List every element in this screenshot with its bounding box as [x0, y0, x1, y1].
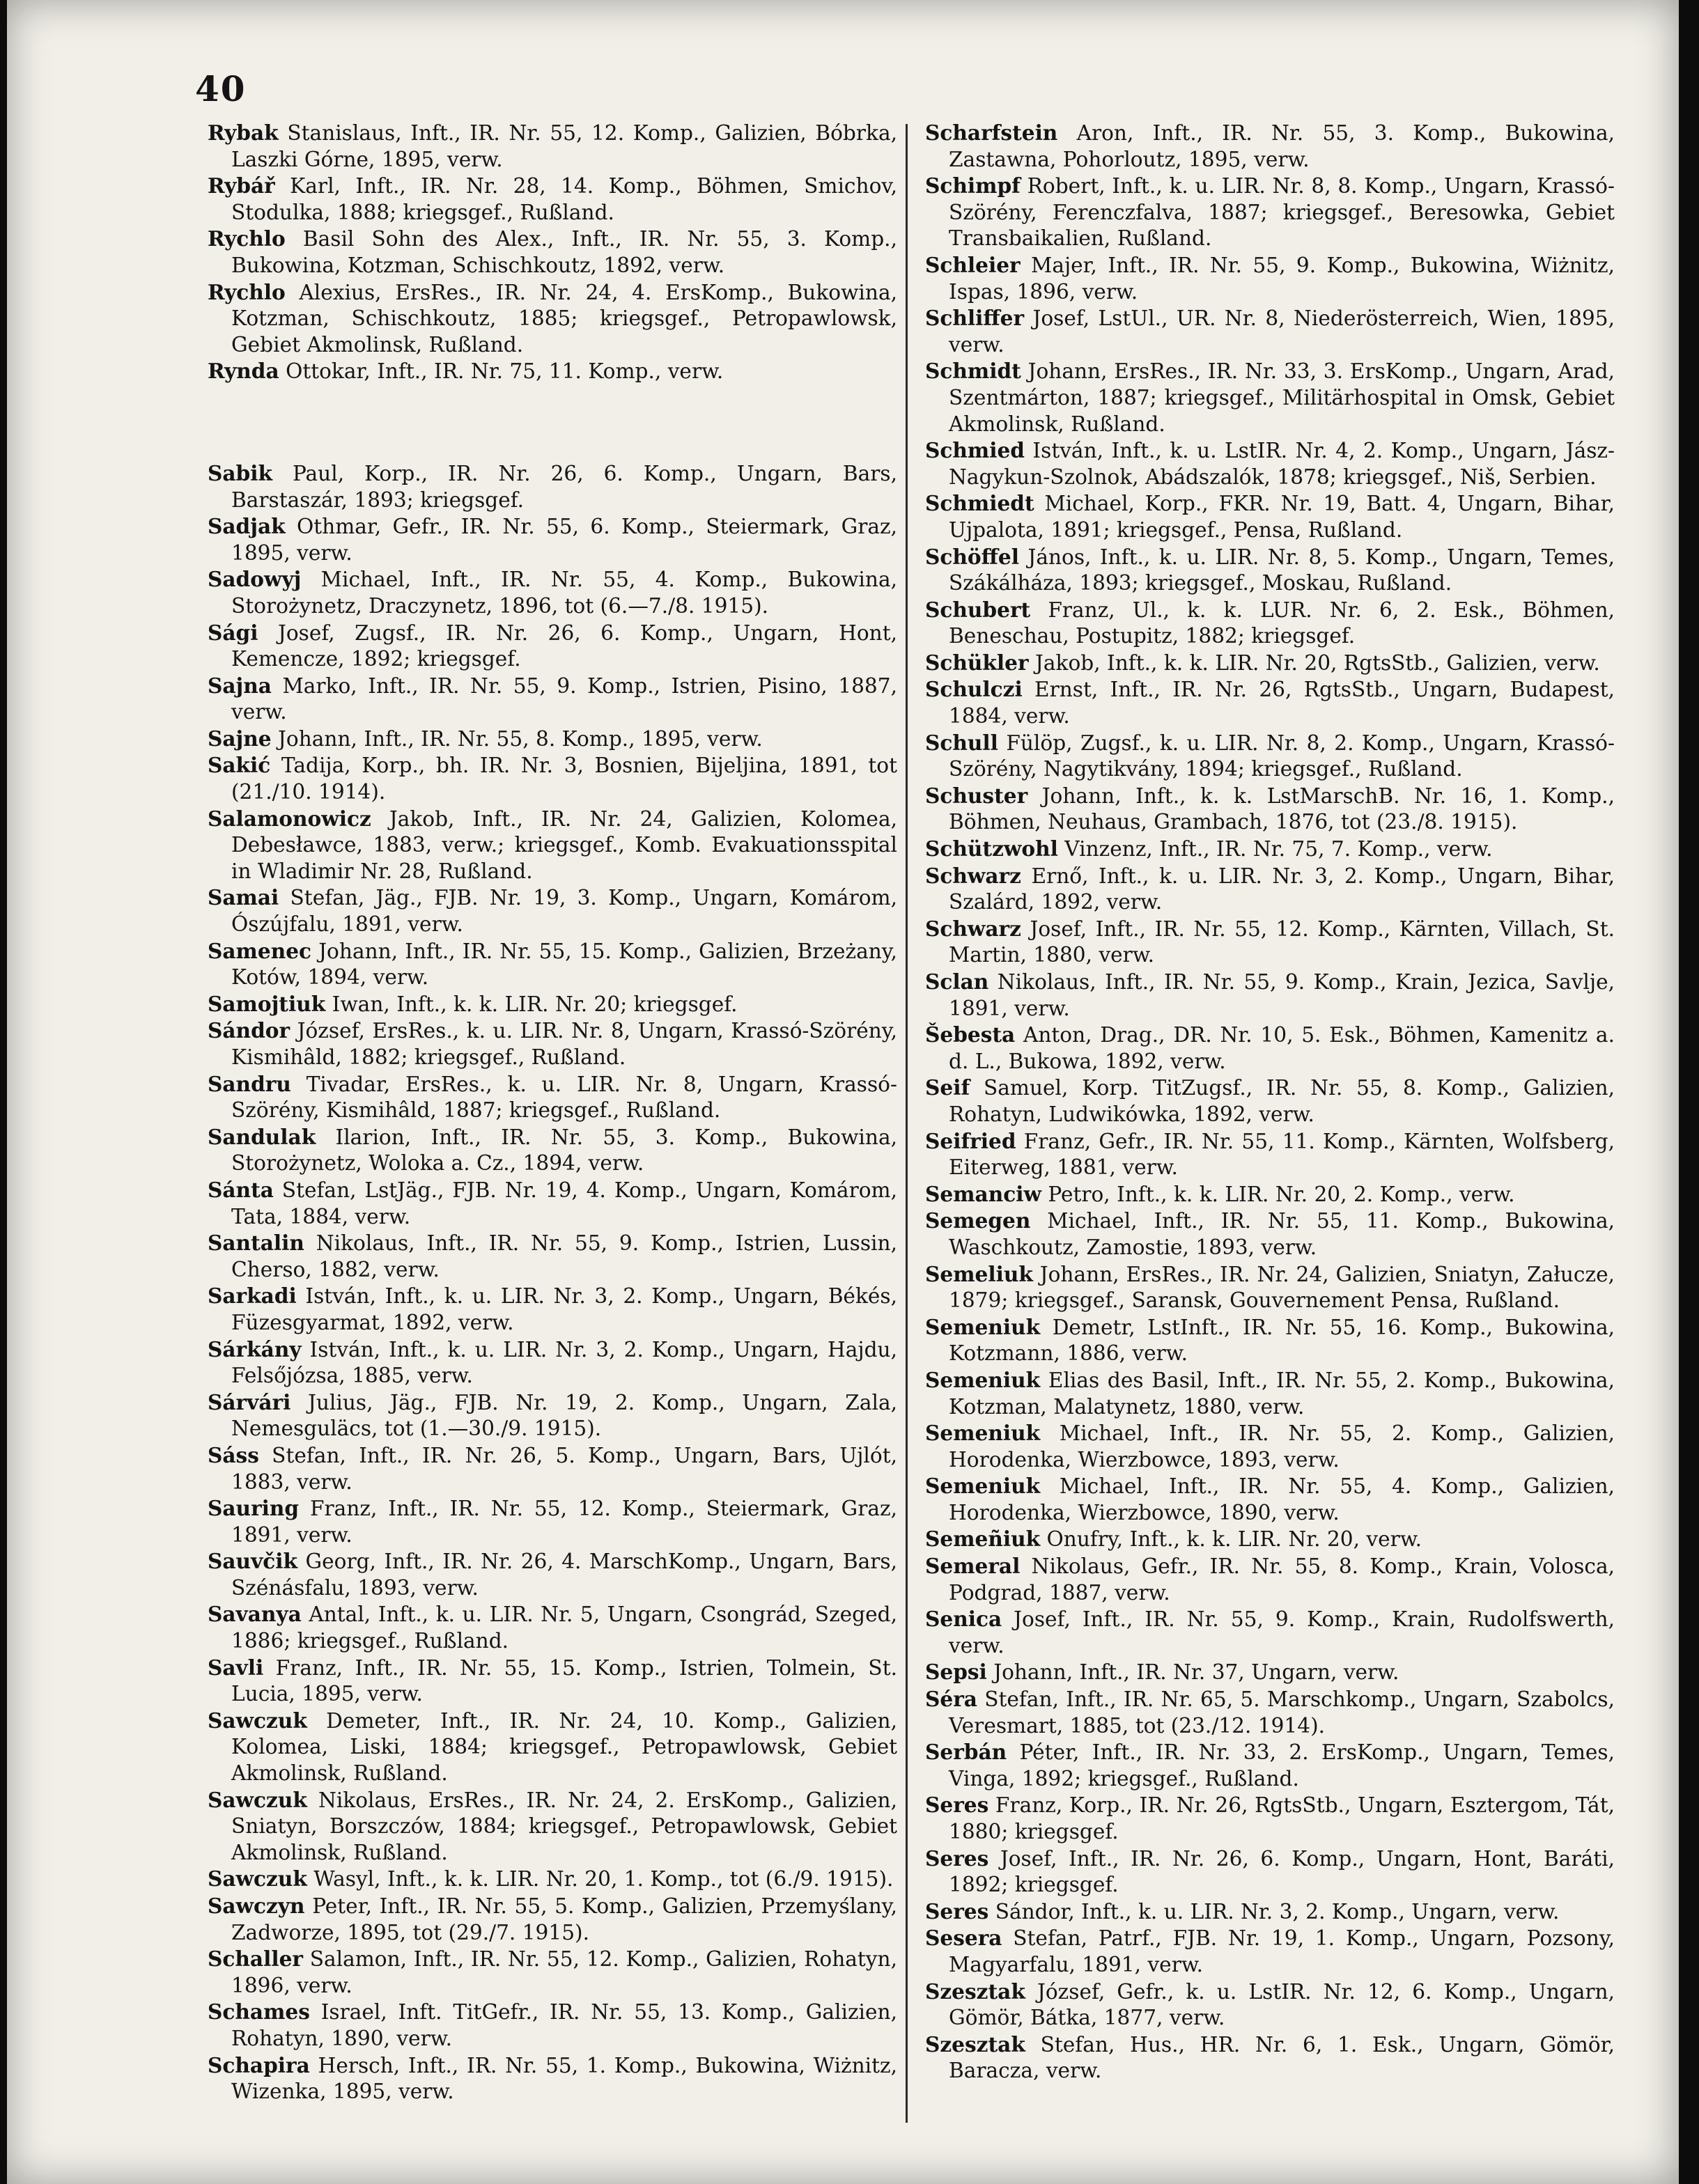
- register-entry: [208, 1230, 897, 1283]
- entry-details: Franz, Inft., IR. Nr. 55, 12. Komp., Steiermark, Graz, 1891, verw.: [231, 1497, 897, 1547]
- entry-surname: Sesera: [925, 1926, 1002, 1951]
- register-entry: [208, 1893, 897, 1946]
- entry-surname: Samojtiuk: [208, 991, 326, 1016]
- entry-surname: Sawczuk: [208, 1708, 307, 1733]
- entry-surname: Schull: [925, 730, 998, 755]
- entry-surname: Sajna: [208, 673, 272, 698]
- entry-details: Iwan, Inft., k. k. LIR. Nr. 20; kriegsgef.: [325, 992, 738, 1016]
- entry-surname: Schmied: [925, 438, 1025, 463]
- register-entry: [925, 783, 1615, 836]
- entry-surname: Sawczuk: [208, 1787, 307, 1812]
- register-entry: [208, 884, 897, 937]
- entry-surname: Sauvčik: [208, 1549, 298, 1574]
- register-entry: [208, 1442, 897, 1495]
- entry-details: Karl, Inft., IR. Nr. 28, 14. Komp., Böhmen, Smichov, Stodulka, 1888; kriegsgef., Rußland.: [231, 174, 897, 224]
- entry-surname: Samai: [208, 885, 279, 910]
- entry-surname: Semegen: [925, 1208, 1031, 1233]
- entry-details: Fülöp, Zugsf., k. u. LIR. Nr. 8, 2. Komp., Ungarn, Krassó-Szörény, Nagytikvány, 1894; kriegsgef., Rußland.: [949, 731, 1615, 781]
- entry-details: Georg, Inft., IR. Nr. 26, 4. MarschKomp., Ungarn, Bars, Szénásfalu, 1893, verw.: [231, 1550, 897, 1600]
- register-entry: [925, 1792, 1615, 1845]
- entry-details: Jakob, Inft., IR. Nr. 24, Galizien, Kolomea, Debesławce, 1883, verw.; kriegsgef., Komb. Evakuationsspital in Wladimir Nr. 28, Rußland.: [231, 806, 897, 883]
- entry-surname: Sági: [208, 620, 258, 645]
- entry-surname: Semeñiuk: [925, 1527, 1041, 1552]
- register-entry: [925, 1367, 1615, 1420]
- register-entry: [208, 1866, 897, 1893]
- register-entry: [925, 252, 1615, 305]
- entry-surname: Salamonowicz: [208, 806, 371, 831]
- entry-details: Alexius, ErsRes., IR. Nr. 24, 4. ErsKomp., Bukowina, Kotzman, Schischkoutz, 1885; kriegsgef., Petropawlowsk, Gebiet Akmolinsk, Rußland.: [231, 280, 897, 357]
- entry-surname: Savanya: [208, 1602, 302, 1627]
- entry-details: Israel, Inft. TitGefr., IR. Nr. 55, 13. Komp., Galizien, Rohatyn, 1890, verw.: [231, 2000, 897, 2050]
- entry-details: Franz, Ul., k. k. LUR. Nr. 6, 2. Esk., Böhmen, Beneschau, Postupitz, 1882; kriegsgef.: [949, 598, 1615, 648]
- register-entry: [925, 730, 1615, 783]
- entry-details: Johann, Inft., IR. Nr. 55, 8. Komp., 1895, verw.: [271, 726, 763, 751]
- entry-surname: Semanciw: [925, 1181, 1041, 1206]
- entry-details: Stefan, Hus., HR. Nr. 6, 1. Esk., Ungarn, Gömör, Baracza, verw.: [949, 2032, 1615, 2083]
- entry-details: Paul, Korp., IR. Nr. 26, 6. Komp., Ungarn, Bars, Barstaszár, 1893; kriegsgef.: [231, 461, 897, 512]
- entry-surname: Rychlo: [208, 279, 286, 304]
- register-entry: [925, 916, 1615, 969]
- entry-surname: Rychlo: [208, 226, 286, 251]
- entry-surname: Schames: [208, 1999, 310, 2025]
- register-entry: [925, 490, 1615, 543]
- page-sheet: [7, 0, 1679, 2184]
- entry-surname: Sárkány: [208, 1336, 302, 1362]
- entry-surname: Semeniuk: [925, 1367, 1041, 1392]
- register-entry: [925, 1979, 1615, 2031]
- entry-details: Nikolaus, ErsRes., IR. Nr. 24, 2. ErsKomp., Galizien, Sniatyn, Borszczów, 1884; kriegsgef., Petropawlowsk, Gebiet Akmolinsk, Rußland.: [231, 1788, 897, 1864]
- entry-details: Sándor, Inft., k. u. LIR. Nr. 3, 2. Komp., Ungarn, verw.: [988, 1899, 1560, 1924]
- register-entry: [208, 1177, 897, 1230]
- entry-details: Stefan, Patrf., FJB. Nr. 19, 1. Komp., Ungarn, Pozsony, Magyarfalu, 1891, verw.: [949, 1926, 1615, 1976]
- register-entry: [925, 1846, 1615, 1898]
- entry-surname: Szesztak: [925, 2031, 1025, 2057]
- register-entry: [925, 1128, 1615, 1181]
- entry-surname: Schöffel: [925, 544, 1020, 569]
- entry-surname: Schwarz: [925, 916, 1021, 941]
- entry-surname: Seres: [925, 1793, 989, 1818]
- entry-details: István, Inft., k. u. LstIR. Nr. 4, 2. Komp., Ungarn, Jász-Nagykun-Szolnok, Abádszalók, 1878; kriegsgef., Niš, Serbien.: [949, 439, 1615, 489]
- entry-surname: Sawczuk: [208, 1866, 307, 1892]
- entry-details: Johann, ErsRes., IR. Nr. 24, Galizien, Sniatyn, Załucze, 1879; kriegsgef., Saransk, Gouvernement Pensa, Rußland.: [949, 1262, 1615, 1313]
- entry-surname: Sándor: [208, 1018, 290, 1043]
- entry-details: József, Gefr., k. u. LstIR. Nr. 12, 6. Komp., Ungarn, Gömör, Bátka, 1877, verw.: [949, 1979, 1615, 2030]
- entry-details: Johann, ErsRes., IR. Nr. 33, 3. ErsKomp., Ungarn, Arad, Szentmárton, 1887; kriegsgef., Militärhospital in Omsk, Gebiet Akmolinsk, Rußland.: [949, 359, 1615, 436]
- entry-details: Josef, LstUl., UR. Nr. 8, Niederösterreich, Wien, 1895, verw.: [949, 306, 1615, 357]
- register-entry: [208, 726, 897, 753]
- entry-surname: Seif: [925, 1075, 970, 1100]
- register-entry: [925, 1925, 1615, 1978]
- register-entry: [208, 806, 897, 885]
- register-entry: [925, 836, 1615, 863]
- entry-surname: Schulczi: [925, 677, 1023, 702]
- entry-surname: Savli: [208, 1655, 264, 1680]
- entry-surname: Schützwohl: [925, 836, 1058, 861]
- entry-surname: Séra: [925, 1687, 977, 1712]
- entry-surname: Sclan: [925, 969, 989, 994]
- entry-surname: Senica: [925, 1607, 1002, 1632]
- entry-details: Demetr, LstInft., IR. Nr. 55, 16. Komp., Bukowina, Kotzmann, 1886, verw.: [949, 1315, 1615, 1366]
- entry-details: Josef, Inft., IR. Nr. 55, 12. Komp., Kärnten, Villach, St. Martin, 1880, verw.: [949, 916, 1615, 967]
- entry-surname: Semeral: [925, 1554, 1021, 1579]
- register-entry: [925, 1181, 1615, 1208]
- page-number: 40: [195, 68, 247, 109]
- register-entry: [208, 673, 897, 726]
- entry-surname: Seres: [925, 1846, 989, 1871]
- register-entry: [925, 120, 1615, 173]
- entry-details: Demeter, Inft., IR. Nr. 24, 10. Komp., Galizien, Kolomea, Liski, 1884; kriegsgef., Petropawlowsk, Gebiet Akmolinsk, Rußland.: [231, 1708, 897, 1786]
- entry-surname: Sáss: [208, 1442, 259, 1467]
- register-entry: [208, 1787, 897, 1866]
- entry-details: Salamon, Inft., IR. Nr. 55, 12. Komp., Galizien, Rohatyn, 1896, verw.: [231, 1947, 897, 1997]
- entry-details: Tadija, Korp., bh. IR. Nr. 3, Bosnien, Bijeljina, 1891, tot (21./10. 1914).: [231, 754, 897, 804]
- entry-details: Franz, Inft., IR. Nr. 55, 15. Komp., Istrien, Tolmein, St. Lucia, 1895, verw.: [231, 1655, 897, 1706]
- entry-surname: Sánta: [208, 1177, 274, 1202]
- entry-surname: Schimpf: [925, 173, 1021, 198]
- entry-surname: Seres: [925, 1898, 989, 1924]
- entry-surname: Santalin: [208, 1231, 304, 1256]
- register-entry: [925, 1526, 1615, 1553]
- register-entry: [208, 1999, 897, 2052]
- entry-details: Julius, Jäg., FJB. Nr. 19, 2. Komp., Ungarn, Zala, Nemesguläcs, tot (1.—30./9. 1915).: [231, 1390, 897, 1441]
- register-entry: [925, 1314, 1615, 1367]
- register-entry: [208, 279, 897, 359]
- entry-surname: Sakić: [208, 753, 271, 778]
- register-entry: [925, 676, 1615, 729]
- register-entry: [208, 1071, 897, 1124]
- register-entry: [208, 173, 897, 226]
- register-entry: [925, 1553, 1615, 1606]
- register-entry: [925, 1022, 1615, 1075]
- register-entry: [925, 863, 1615, 916]
- register-entry: [925, 1686, 1615, 1739]
- entry-surname: Schwarz: [925, 863, 1021, 888]
- entry-details: Nikolaus, Inft., IR. Nr. 55, 9. Komp., Istrien, Lussin, Cherso, 1882, verw.: [231, 1231, 897, 1281]
- entry-details: Stefan, Jäg., FJB. Nr. 19, 3. Komp., Ungarn, Komárom, Ószújfalu, 1891, verw.: [231, 886, 897, 937]
- entry-details: Samuel, Korp. TitZugsf., IR. Nr. 55, 8. Komp., Galizien, Rohatyn, Ludwikówka, 1892, verw.: [949, 1076, 1615, 1126]
- entry-details: Peter, Inft., IR. Nr. 55, 5. Komp., Galizien, Przemyślany, Zadworze, 1895, tot (29./7. 1915).: [231, 1894, 897, 1944]
- entry-surname: Szesztak: [925, 1979, 1025, 2004]
- entry-details: Stefan, Inft., IR. Nr. 26, 5. Komp., Ungarn, Bars, Ujlót, 1883, verw.: [231, 1443, 897, 1494]
- entry-details: Michael, Inft., IR. Nr. 55, 4. Komp., Galizien, Horodenka, Wierzbowce, 1890, verw.: [949, 1474, 1615, 1524]
- entry-details: Josef, Inft., IR. Nr. 55, 9. Komp., Krain, Rudolfswerth, verw.: [949, 1607, 1615, 1658]
- entry-details: Petro, Inft., k. k. LIR. Nr. 20, 2. Komp., verw.: [1041, 1182, 1515, 1206]
- register-entry: [208, 1283, 897, 1336]
- entry-surname: Sawczyn: [208, 1894, 305, 1918]
- register-entry: [208, 1017, 897, 1070]
- entry-details: Josef, Zugsf., IR. Nr. 26, 6. Komp., Ungarn, Hont, Kemencze, 1892; kriegsgef.: [231, 621, 897, 671]
- register-entry: [208, 752, 897, 805]
- register-entry: [208, 566, 897, 619]
- entry-details: Marko, Inft., IR. Nr. 55, 9. Komp., Istrien, Pisino, 1887, verw.: [231, 673, 897, 724]
- entry-surname: Semeniuk: [925, 1421, 1041, 1446]
- entry-surname: Semeniuk: [925, 1474, 1041, 1499]
- register-entry: [925, 1261, 1615, 1314]
- column-divider: [906, 124, 908, 2123]
- entry-surname: Sajne: [208, 726, 272, 751]
- entry-details: Michael, Inft., IR. Nr. 55, 2. Komp., Galizien, Horodenka, Wierzbowce, 1893, verw.: [949, 1421, 1615, 1472]
- entry-surname: Schleier: [925, 252, 1021, 277]
- register-entry: [208, 1946, 897, 1999]
- entry-details: Josef, Inft., IR. Nr. 26, 6. Komp., Ungarn, Hont, Baráti, 1892; kriegsgef.: [949, 1846, 1615, 1897]
- register-entry: [208, 226, 897, 279]
- register-entry: [208, 991, 897, 1018]
- register-entry: [208, 2052, 897, 2105]
- entry-details: István, Inft., k. u. LIR. Nr. 3, 2. Komp., Ungarn, Békés, Füzesgyarmat, 1892, verw.: [231, 1284, 897, 1334]
- entry-surname: Sandulak: [208, 1124, 316, 1149]
- register-entry: [925, 969, 1615, 1022]
- entry-surname: Seifried: [925, 1128, 1016, 1153]
- entry-surname: Schükler: [925, 650, 1029, 675]
- entry-details: Ernst, Inft., IR. Nr. 26, RgtsStb., Ungarn, Budapest, 1884, verw.: [949, 678, 1615, 728]
- register-entry: [925, 358, 1615, 437]
- register-entry: [208, 1124, 897, 1177]
- register-entry: [925, 1659, 1615, 1686]
- entry-details: János, Inft., k. u. LIR. Nr. 8, 5. Komp., Ungarn, Temes, Szákálháza, 1893; kriegsgef., Moskau, Rußland.: [949, 545, 1615, 595]
- register-entry: [925, 305, 1615, 358]
- entry-details: Wasyl, Inft., k. k. LIR. Nr. 20, 1. Komp., tot (6./9. 1915).: [307, 1867, 894, 1892]
- entry-details: Jakob, Inft., k. k. LIR. Nr. 20, RgtsStb., Galizien, verw.: [1028, 650, 1600, 675]
- register-entry: [208, 1389, 897, 1442]
- entry-surname: Schapira: [208, 2052, 310, 2077]
- right-column: [925, 120, 1615, 2084]
- entry-surname: Schmiedt: [925, 491, 1034, 516]
- entry-details: Onufry, Inft., k. k. LIR. Nr. 20, verw.: [1040, 1527, 1422, 1552]
- entry-details: Nikolaus, Gefr., IR. Nr. 55, 8. Komp., Krain, Volosca, Podgrad, 1887, verw.: [949, 1554, 1615, 1605]
- entry-surname: Sárvári: [208, 1389, 291, 1414]
- register-entry: [925, 1898, 1615, 1926]
- entry-surname: Semeliuk: [925, 1261, 1033, 1286]
- entry-surname: Samenec: [208, 938, 312, 963]
- entry-details: Nikolaus, Inft., IR. Nr. 55, 9. Komp., Krain, Jezica, Savlje, 1891, verw.: [949, 970, 1615, 1020]
- entry-details: Johann, Inft., IR. Nr. 55, 15. Komp., Galizien, Brzeżany, Kotów, 1894, verw.: [231, 939, 897, 990]
- entry-details: Anton, Drag., DR. Nr. 10, 5. Esk., Böhmen, Kamenitz a. d. L., Bukowa, 1892, verw.: [949, 1023, 1615, 1073]
- entry-surname: Schaller: [208, 1947, 303, 1972]
- register-entry: [925, 544, 1615, 597]
- entry-surname: Sepsi: [925, 1660, 987, 1685]
- entry-details: Michael, Korp., FKR. Nr. 19, Batt. 4, Ungarn, Bihar, Ujpalota, 1891; kriegsgef., Pensa, Rußland.: [949, 492, 1615, 542]
- register-entry: [925, 650, 1615, 677]
- entry-details: Franz, Gefr., IR. Nr. 55, 11. Komp., Kärnten, Wolfsberg, Eiterweg, 1881, verw.: [949, 1129, 1615, 1180]
- entry-details: Ilarion, Inft., IR. Nr. 55, 3. Komp., Bukowina, Storożynetz, Woloka a. Cz., 1894, verw.: [231, 1125, 897, 1176]
- entry-details: Tivadar, ErsRes., k. u. LIR. Nr. 8, Ungarn, Krassó-Szörény, Kismihâld, 1887; kriegsgef., Rußland.: [231, 1072, 897, 1123]
- entry-details: József, ErsRes., k. u. LIR. Nr. 8, Ungarn, Krassó-Szörény, Kismihâld, 1882; kriegsgef., Rußland.: [231, 1019, 897, 1069]
- register-entry: [925, 2031, 1615, 2084]
- register-entry: [208, 1708, 897, 1787]
- entry-details: Johann, Inft., IR. Nr. 37, Ungarn, verw.: [986, 1660, 1399, 1685]
- register-entry: [208, 120, 897, 173]
- entry-details: Michael, Inft., IR. Nr. 55, 11. Komp., Bukowina, Waschkoutz, Zamostie, 1893, verw.: [949, 1209, 1615, 1259]
- entry-details: Franz, Korp., IR. Nr. 26, RgtsStb., Ungarn, Esztergom, Tát, 1880; kriegsgef.: [949, 1793, 1615, 1843]
- entry-details: Aron, Inft., IR. Nr. 55, 3. Komp., Bukowina, Zastawna, Pohorloutz, 1895, verw.: [949, 121, 1615, 171]
- entry-surname: Sauring: [208, 1496, 300, 1521]
- entry-surname: Sandru: [208, 1071, 291, 1096]
- entry-surname: Sarkadi: [208, 1284, 297, 1309]
- entry-surname: Schubert: [925, 597, 1031, 622]
- register-entry: [925, 1420, 1615, 1473]
- register-entry: [925, 1208, 1615, 1261]
- entry-details: Othmar, Gefr., IR. Nr. 55, 6. Komp., Steiermark, Graz, 1895, verw.: [231, 515, 897, 565]
- entry-details: Stanislaus, Inft., IR. Nr. 55, 12. Komp., Galizien, Bóbrka, Laszki Górne, 1895, verw.: [231, 121, 897, 171]
- entry-surname: Rybak: [208, 120, 279, 145]
- entry-surname: Šebesta: [925, 1022, 1016, 1047]
- entry-surname: Schmidt: [925, 359, 1021, 384]
- register-entry: [208, 938, 897, 991]
- register-entry: [925, 1075, 1615, 1128]
- entry-details: Robert, Inft., k. u. LIR. Nr. 8, 8. Komp., Ungarn, Krassó-Szörény, Ferenczfalva, 1887; kriegsgef., Beresowka, Gebiet Transbaikalien, Rußland.: [949, 174, 1615, 251]
- entry-surname: Schliffer: [925, 306, 1025, 331]
- entry-surname: Scharfstein: [925, 120, 1058, 145]
- register-entry: [925, 1739, 1615, 1792]
- entry-surname: Schuster: [925, 783, 1028, 808]
- left-column: [208, 120, 897, 2105]
- entry-surname: Sabik: [208, 460, 272, 485]
- register-entry: [925, 437, 1615, 490]
- register-entry: [208, 1601, 897, 1654]
- register-entry: [208, 460, 897, 513]
- entry-surname: Serbán: [925, 1740, 1007, 1765]
- register-entry: [925, 597, 1615, 650]
- entry-surname: Sadjak: [208, 514, 286, 539]
- entry-surname: Rynda: [208, 359, 279, 384]
- entry-details: Stefan, Inft., IR. Nr. 65, 5. Marschkomp., Ungarn, Szabolcs, Veresmart, 1885, tot (23./12. 1914).: [949, 1687, 1615, 1738]
- register-entry: [208, 1495, 897, 1548]
- entry-surname: Semeniuk: [925, 1314, 1041, 1339]
- register-entry: [208, 620, 897, 673]
- register-entry: [925, 1473, 1615, 1526]
- entry-details: Basil Sohn des Alex., Inft., IR. Nr. 55, 3. Komp., Bukowina, Kotzman, Schischkoutz, 1892, verw.: [231, 227, 897, 277]
- entry-details: Elias des Basil, Inft., IR. Nr. 55, 2. Komp., Bukowina, Kotzman, Malatynetz, 1880, verw.: [949, 1368, 1615, 1419]
- register-entry: [208, 513, 897, 566]
- entry-details: Stefan, LstJäg., FJB. Nr. 19, 4. Komp., Ungarn, Komárom, Tata, 1884, verw.: [231, 1178, 897, 1228]
- entry-details: Hersch, Inft., IR. Nr. 55, 1. Komp., Bukowina, Wiżnitz, Wizenka, 1895, verw.: [231, 2053, 897, 2104]
- entry-details: Vinzenz, Inft., IR. Nr. 75, 7. Komp., verw.: [1057, 837, 1493, 861]
- entry-details: Johann, Inft., k. k. LstMarschB. Nr. 16, 1. Komp., Böhmen, Neuhaus, Grambach, 1876, tot (23./8. 1915).: [949, 783, 1615, 834]
- register-entry: [925, 173, 1615, 252]
- entry-details: Michael, Inft., IR. Nr. 55, 4. Komp., Bukowina, Storożynetz, Draczynetz, 1896, tot (6.—7./8. 1915).: [231, 568, 897, 618]
- register-entry: [208, 1336, 897, 1389]
- entry-details: Ottokar, Inft., IR. Nr. 75, 11. Komp., verw.: [279, 359, 724, 384]
- register-entry: [208, 1548, 897, 1601]
- entry-details: Péter, Inft., IR. Nr. 33, 2. ErsKomp., Ungarn, Temes, Vinga, 1892; kriegsgef., Rußland.: [949, 1740, 1615, 1791]
- register-entry: [925, 1606, 1615, 1659]
- entry-details: Ernő, Inft., k. u. LIR. Nr. 3, 2. Komp., Ungarn, Bihar, Szalárd, 1892, verw.: [949, 864, 1615, 914]
- register-entry: [208, 358, 897, 385]
- entry-details: Antal, Inft., k. u. LIR. Nr. 5, Ungarn, Csongrád, Szeged, 1886; kriegsgef., Rußland.: [231, 1602, 897, 1653]
- entry-details: Majer, Inft., IR. Nr. 55, 9. Komp., Bukowina, Wiżnitz, Ispas, 1896, verw.: [949, 253, 1615, 304]
- entry-surname: Sadowyj: [208, 567, 302, 592]
- entry-surname: Rybář: [208, 173, 275, 198]
- register-entry: [208, 1655, 897, 1708]
- entry-details: István, Inft., k. u. LIR. Nr. 3, 2. Komp., Ungarn, Hajdu, Felsőjózsa, 1885, verw.: [231, 1337, 897, 1388]
